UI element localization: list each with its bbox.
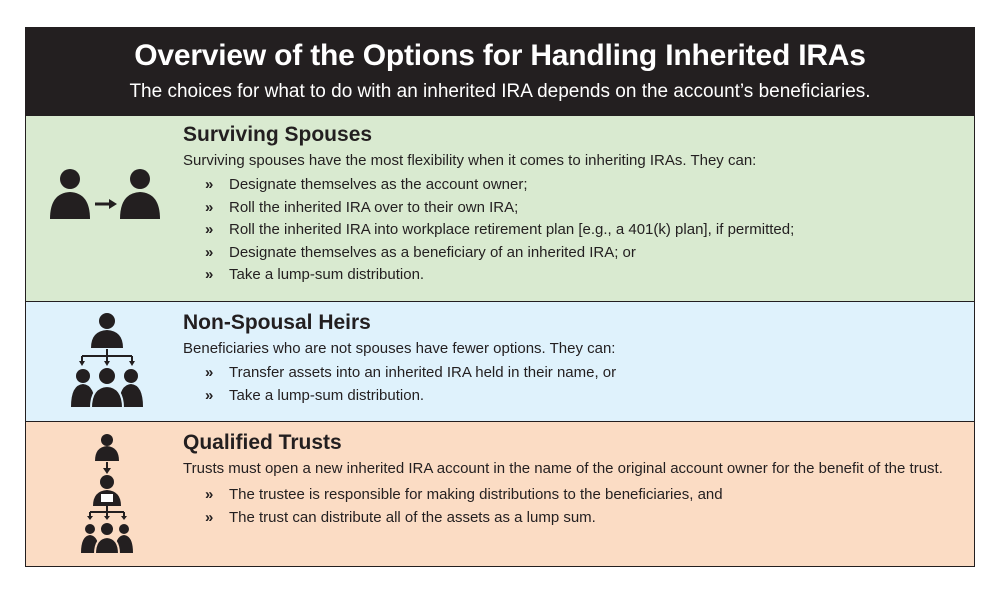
list-item [205,174,954,197]
section-intro: Beneficiaries who are not spouses have fewer options. They can: [183,340,616,357]
bullet-marker: » [205,176,214,193]
list-item-text: Take a lump-sum distribution. [229,386,425,404]
section-surviving-spouses [26,115,974,301]
bullet-marker: » [205,221,214,238]
page-title: Overview of the Options for Handling Inherited IRAs [134,39,866,72]
page-subtitle: The choices for what to do with an inherited IRA depends on the account’s beneficiaries. [129,81,871,102]
bullet-marker: » [205,266,214,283]
list-item [205,484,954,507]
bullet-marker: » [205,364,214,381]
list-item-text: Take a lump-sum distribution. [229,266,425,283]
list-item-text: The trust can distribute all of the assets as a lump sum. [229,508,596,526]
list-item-text: Transfer assets into an inherited IRA held in their name, or [229,364,617,381]
list-item-text: Designate themselves as the account owner; [229,176,528,193]
option-list [183,484,954,529]
section-heading: Surviving Spouses [183,123,373,146]
bullet-marker: » [205,198,214,216]
section-heading: Non-Spousal Heirs [183,311,371,334]
heirs-hierarchy-icon [70,312,144,408]
option-list [183,174,954,287]
bullet-marker: » [205,508,214,526]
option-list [183,362,954,407]
section-intro: Surviving spouses have the most flexibility when it comes to inheriting IRAs. They can: [183,152,757,169]
header-banner [26,28,974,115]
bullet-marker: » [205,386,214,404]
infographic-frame [25,27,975,567]
list-item [205,385,954,408]
list-item [205,264,954,287]
section-qualified-trusts [26,421,974,566]
list-item [205,197,954,220]
list-item-text: Designate themselves as a beneficiary of an inherited IRA; or [229,243,636,261]
list-item [205,219,954,242]
section-intro: Trusts must open a new inherited IRA account in the name of the original account owner for the benefit of the trust. [183,460,943,477]
list-item-text: The trustee is responsible for making distributions to the beneficiaries, and [229,486,723,503]
person-transfer-icon [50,168,162,220]
bullet-marker: » [205,486,214,503]
trust-hierarchy-icon [80,434,134,558]
list-item [205,507,954,530]
list-item [205,242,954,265]
section-non-spousal-heirs [26,301,974,421]
list-item [205,362,954,385]
list-item-text: Roll the inherited IRA into workplace retirement plan [e.g., a 401(k) plan], if permitted; [229,221,795,238]
bullet-marker: » [205,243,214,261]
section-heading: Qualified Trusts [183,431,342,454]
list-item-text: Roll the inherited IRA over to their own IRA; [229,198,519,216]
